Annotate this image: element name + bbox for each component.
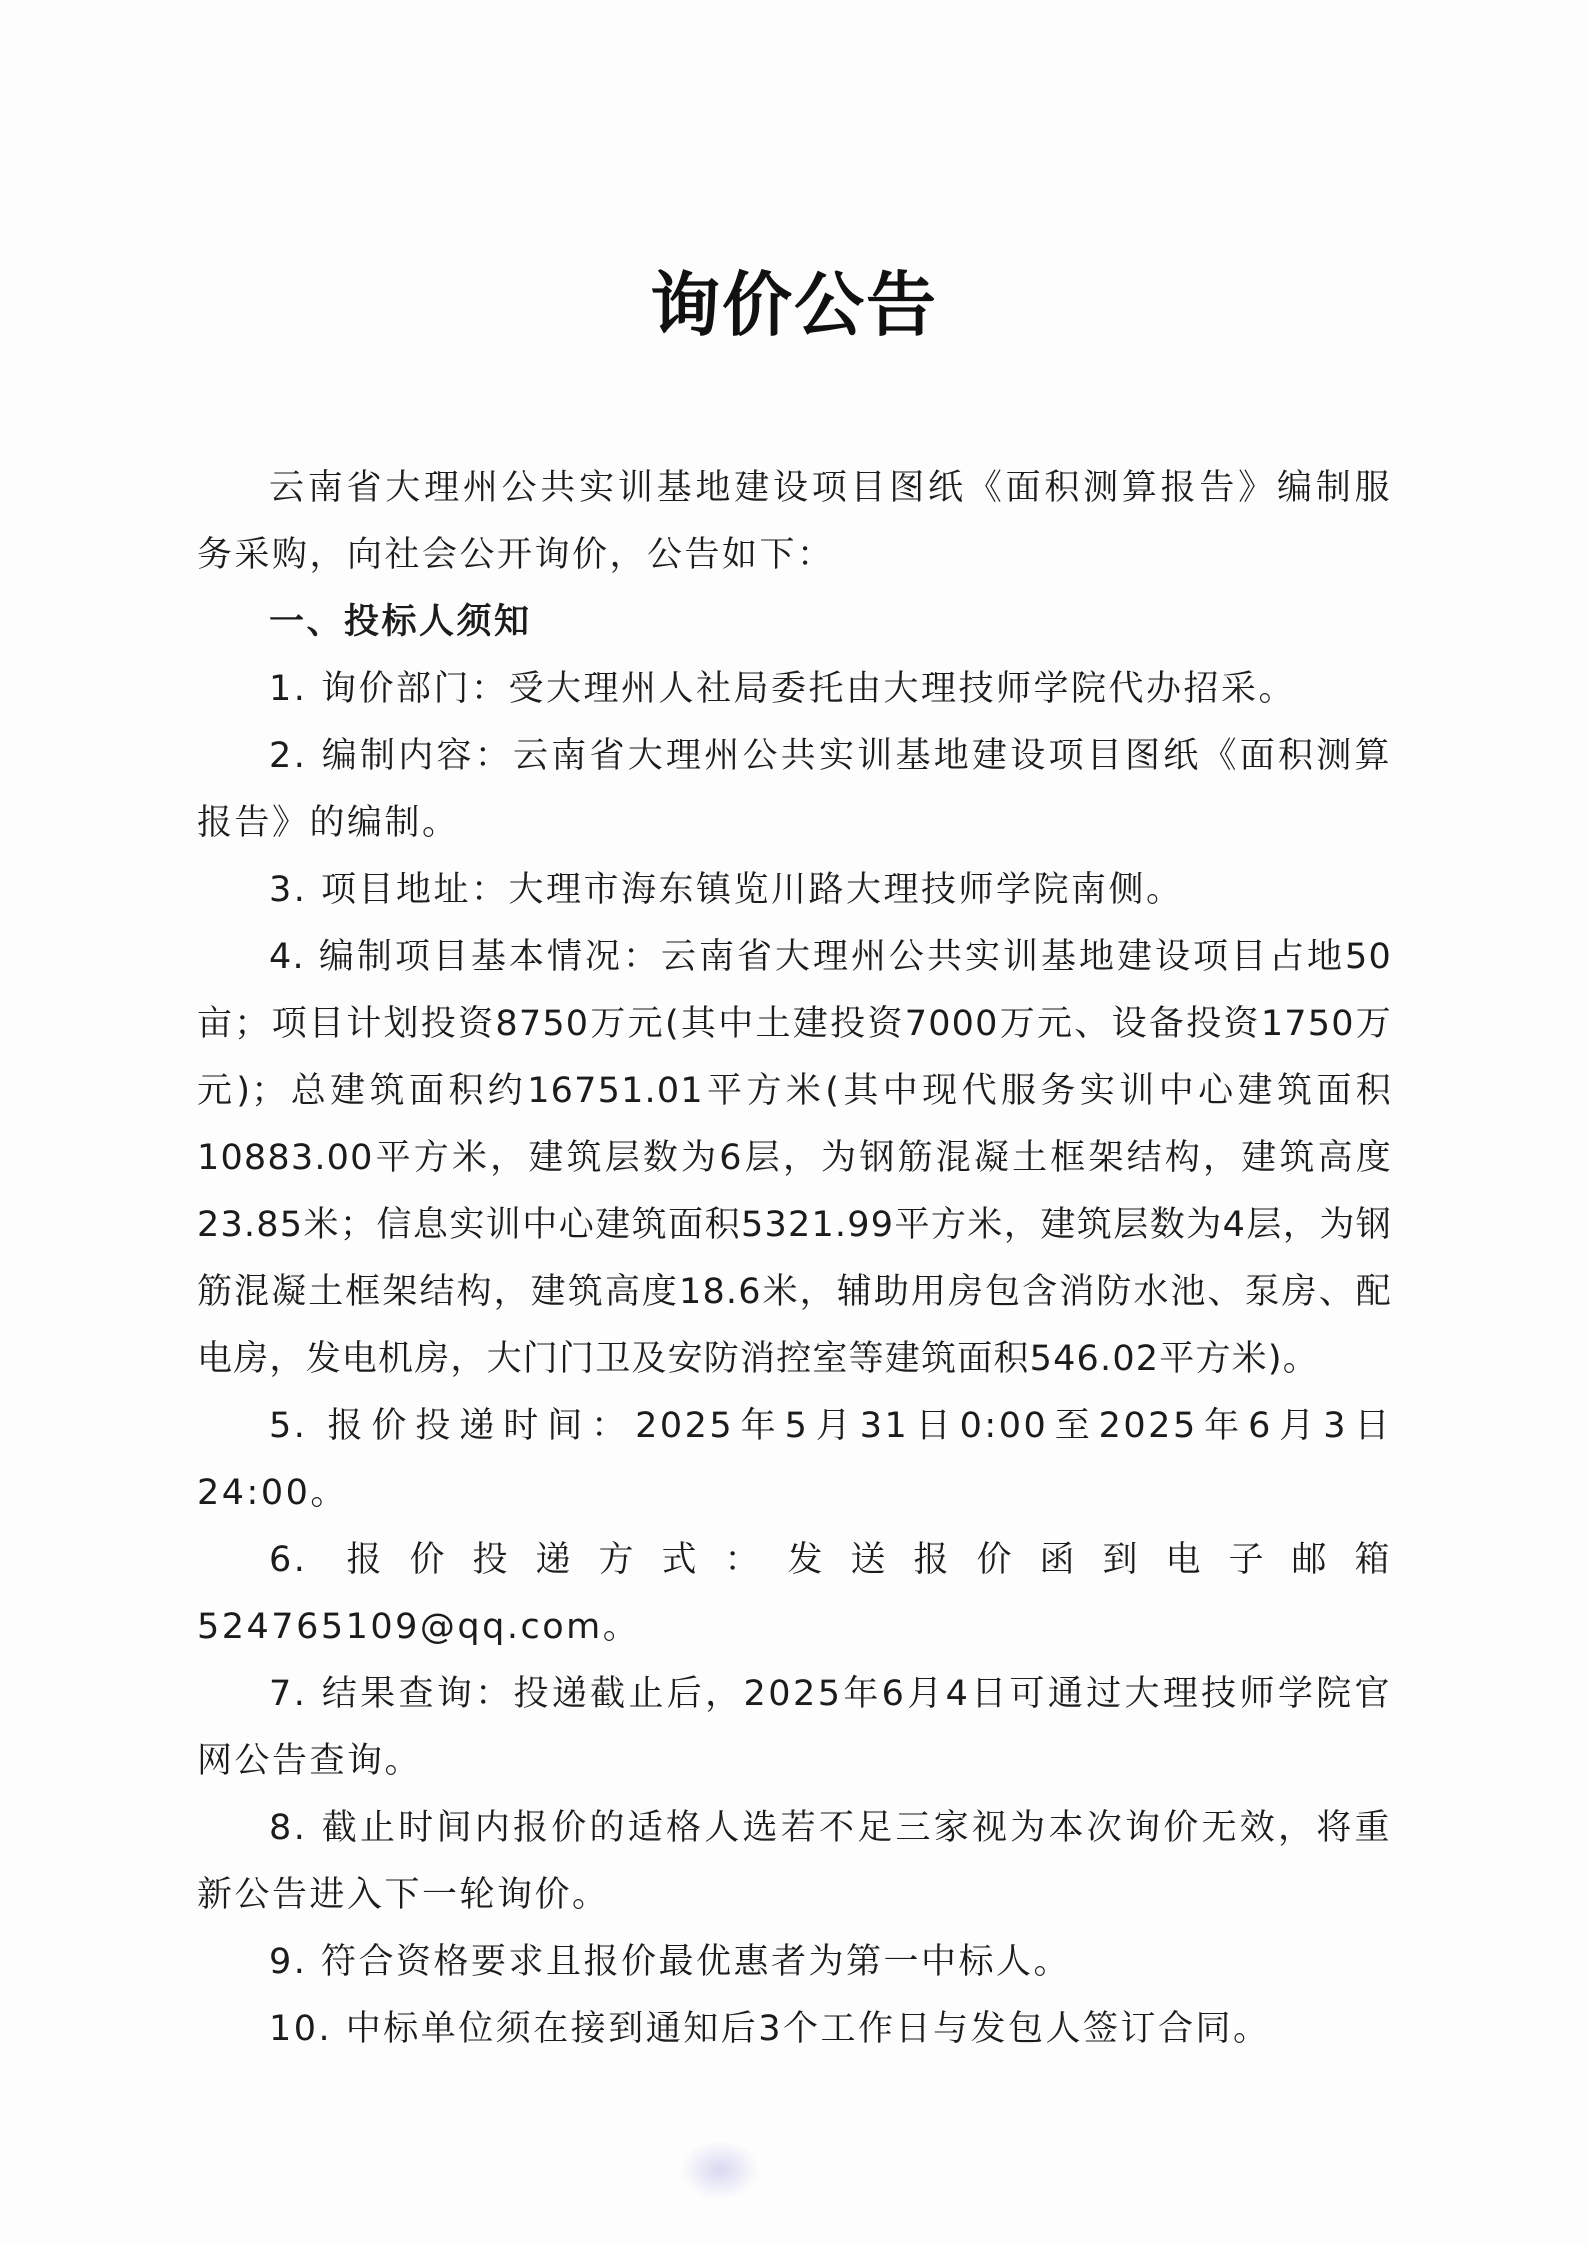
notice-item-8: 8. 截止时间内报价的适格人选若不足三家视为本次询价无效，将重新公告进入下一轮询价。 [197,1808,1392,1915]
notice-item-5: 5. 报价投递时间：2025年5月31日0:00至2025年6月3日24:00。 [197,1406,1392,1513]
document-body [197,455,1392,2063]
notice-item-4: 4. 编制项目基本情况：云南省大理州公共实训基地建设项目占地50亩；项目计划投资8750万元(其中土建投资7000万元、设备投资1750万元)；总建筑面积约16751.01平方米(其中现代服务实训中心建筑面积10883.00平方米，建筑层数为6层，为钢筋混凝土框架结构，建筑高度23.85米；信息实训中心建筑面积5321.99平方米，建筑层数为4层，为钢筋混凝土框架结构，建筑高度18.6米，辅助用房包含消防水池、泵房、配电房，发电机房，大门门卫及安防消控室等建筑面积546.02平方米)。 [197,937,1392,1379]
stamp-smudge [680,2140,760,2200]
section-heading: 一、投标人须知 [269,602,532,642]
notice-item-9: 9. 符合资格要求且报价最优惠者为第一中标人。 [269,1942,1072,1982]
notice-item-1: 1. 询价部门：受大理州人社局委托由大理技师学院代办招采。 [269,669,1297,709]
intro-paragraph: 云南省大理州公共实训基地建设项目图纸《面积测算报告》编制服务采购，向社会公开询价，公告如下： [197,468,1392,575]
notice-item-3: 3. 项目地址：大理市海东镇览川路大理技师学院南侧。 [269,870,1184,910]
notice-item-7: 7. 结果查询：投递截止后，2025年6月4日可通过大理技师学院官网公告查询。 [197,1674,1392,1781]
notice-item-2: 2. 编制内容：云南省大理州公共实训基地建设项目图纸《面积测算报告》的编制。 [197,736,1392,843]
notice-item-6: 6. 报价投递方式：发送报价函到电子邮箱524765109@qq.com。 [197,1540,1392,1647]
notice-item-10: 10. 中标单位须在接到通知后3个工作日与发包人签订合同。 [269,2009,1271,2049]
document-title: 询价公告 [650,264,938,346]
